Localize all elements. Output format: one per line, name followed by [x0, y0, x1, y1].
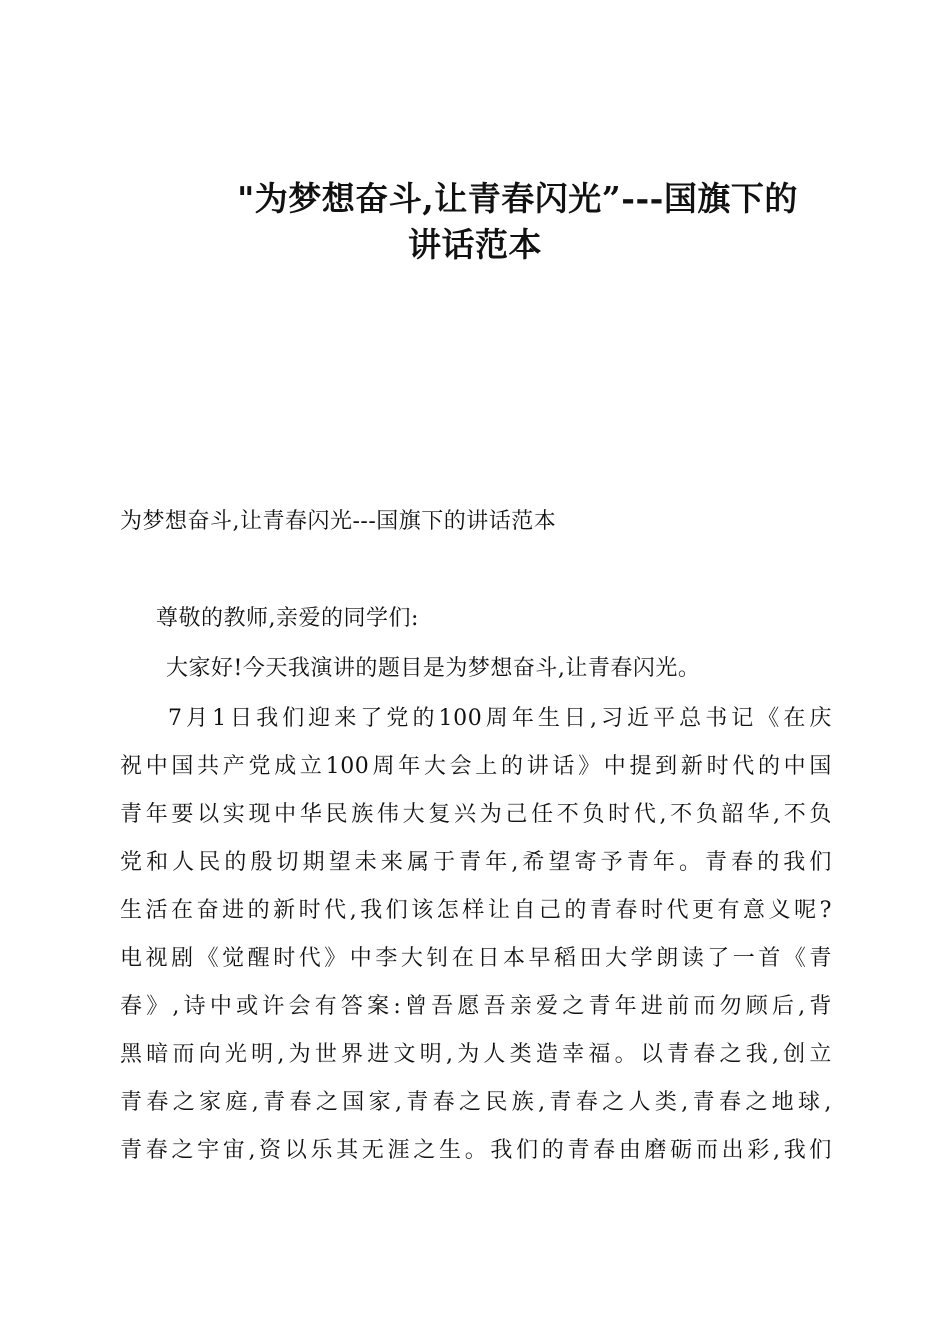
body-paragraph — [120, 703, 832, 1183]
greeting: 大家好!今天我演讲的题目是为梦想奋斗,让青春闪光。 — [166, 656, 701, 681]
body-line: 祝中国共产党成立100周年大会上的讲话》中提到新时代的中国 — [120, 754, 832, 779]
subtitle: 为梦想奋斗,让青春闪光---国旗下的讲话范本 — [120, 509, 557, 534]
body-line: 生活在奋进的新时代,我们该怎样让自己的青春时代更有意义呢? — [120, 898, 832, 923]
body-line: 7月1日我们迎来了党的100周年生日,习近平总书记《在庆 — [168, 706, 832, 731]
body-line: 电视剧《觉醒时代》中李大钊在日本早稻田大学朗读了一首《青 — [120, 946, 832, 971]
body-line: 青春之家庭,青春之国家,青春之民族,青春之人类,青春之地球, — [120, 1090, 832, 1115]
salutation: 尊敬的教师,亲爱的同学们: — [156, 606, 419, 631]
title-line-2: 讲话范本 — [408, 225, 542, 264]
body-line: 党和人民的殷切期望未来属于青年,希望寄予青年。青春的我们 — [120, 850, 832, 875]
body-line: 青年要以实现中华民族伟大复兴为己任不负时代,不负韶华,不负 — [120, 802, 832, 827]
body-line: 春》,诗中或许会有答案:曾吾愿吾亲爱之青年进前而勿顾后,背 — [120, 994, 832, 1019]
body-line: 黑暗而向光明,为世界进文明,为人类造幸福。以青春之我,创立 — [120, 1042, 832, 1067]
title-line-1: "为梦想奋斗,让青春闪光”---国旗下的 — [237, 179, 798, 218]
body-line: 青春之宇宙,资以乐其无涯之生。我们的青春由磨砺而出彩,我们 — [120, 1138, 832, 1163]
document-title — [120, 176, 830, 268]
